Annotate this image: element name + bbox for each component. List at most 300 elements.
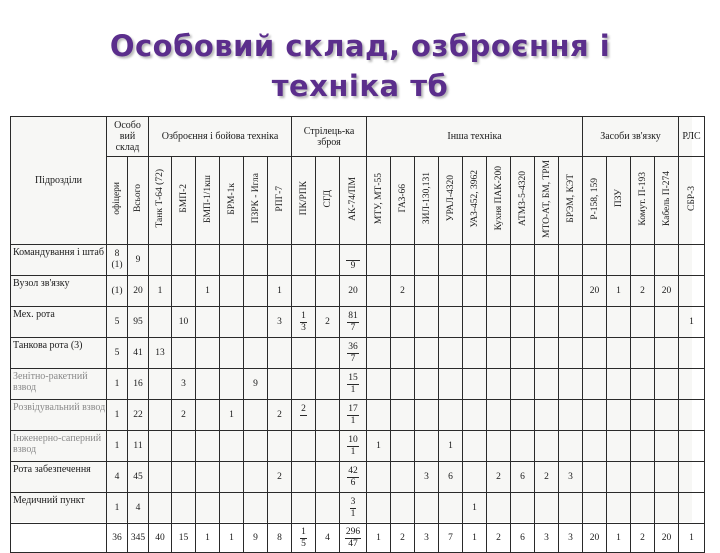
total-cell: 6 — [511, 524, 535, 553]
table-cell — [655, 338, 679, 369]
column-header — [367, 157, 391, 245]
table-cell — [292, 400, 316, 431]
column-header-label: АТМЗ-5-4320 — [517, 171, 528, 226]
table-cell: 3 — [559, 462, 583, 493]
table-cell — [172, 431, 196, 462]
table-cell — [292, 338, 316, 369]
table-cell — [340, 245, 367, 276]
total-cell: 40 — [149, 524, 172, 553]
table-cell — [655, 431, 679, 462]
fraction-denominator: 47 — [348, 538, 358, 549]
header-small-arms: Стрілець-ка зброя — [292, 117, 367, 157]
table-cell — [172, 276, 196, 307]
total-cell: 3 — [415, 524, 439, 553]
table-cell — [679, 245, 705, 276]
table-cell: 1 — [367, 431, 391, 462]
table-cell: 2 — [172, 400, 196, 431]
table-cell — [607, 400, 631, 431]
table-cell — [316, 338, 340, 369]
table-row — [11, 462, 705, 493]
table-cell — [415, 493, 439, 524]
column-header — [268, 157, 292, 245]
table-cell: 1 — [439, 431, 463, 462]
table-cell — [172, 493, 196, 524]
column-header-label: Танк Т-64 (72) — [155, 169, 165, 228]
table-cell — [415, 307, 439, 338]
table-cell — [439, 307, 463, 338]
table-cell: 1 — [268, 276, 292, 307]
table-cell: 1 — [107, 369, 128, 400]
table-row — [11, 431, 705, 462]
table-cell — [196, 493, 220, 524]
table-cell — [149, 369, 172, 400]
fraction-numerator: 1 — [301, 526, 306, 537]
table-cell — [487, 245, 511, 276]
table-cell — [463, 276, 487, 307]
total-cell: 3 — [559, 524, 583, 553]
table-cell — [439, 400, 463, 431]
table-cell — [172, 245, 196, 276]
table-cell — [367, 307, 391, 338]
table-cell — [631, 431, 655, 462]
table-cell — [220, 307, 244, 338]
table-row — [11, 493, 705, 524]
table-cell — [487, 338, 511, 369]
table-cell — [244, 338, 268, 369]
table-cell: 1 — [463, 493, 487, 524]
table-cell: 6 — [439, 462, 463, 493]
table-cell — [679, 276, 705, 307]
table-cell — [316, 431, 340, 462]
column-header-label: БРМ-1к — [226, 182, 237, 215]
table-cell — [439, 276, 463, 307]
column-header — [607, 157, 631, 245]
column-header-label: АК-74/ПМ — [348, 176, 358, 221]
table-cell — [244, 431, 268, 462]
table-cell — [149, 307, 172, 338]
column-header-label: ПЗРК - Игла — [250, 173, 261, 224]
table-cell: 1 — [196, 276, 220, 307]
table-container — [10, 116, 701, 549]
table-cell — [391, 431, 415, 462]
table-cell — [559, 245, 583, 276]
table-cell — [268, 431, 292, 462]
total-cell: 8 — [268, 524, 292, 553]
table-cell — [439, 338, 463, 369]
table-cell — [244, 245, 268, 276]
table-cell: 20 — [583, 276, 607, 307]
table-cell: 2 — [316, 307, 340, 338]
table-cell: 2 — [268, 400, 292, 431]
table-cell — [631, 307, 655, 338]
table-cell — [220, 338, 244, 369]
fraction-denominator: 7 — [350, 353, 356, 364]
table-cell: 9 — [244, 369, 268, 400]
table-cell — [244, 462, 268, 493]
fraction-numerator: 36 — [348, 341, 358, 352]
table-row — [11, 338, 705, 369]
table-cell — [487, 431, 511, 462]
fraction-numerator: 10 — [348, 434, 358, 445]
stacked-value — [346, 249, 360, 272]
unit-name: Рота забезпечення — [11, 462, 107, 493]
column-header-label: БМП-1/1кш — [202, 174, 213, 223]
slide-title — [0, 26, 720, 106]
table-cell — [316, 276, 340, 307]
table-cell: 2 — [487, 462, 511, 493]
column-header — [559, 157, 583, 245]
table-cell — [511, 369, 535, 400]
table-cell — [220, 276, 244, 307]
table-cell — [391, 493, 415, 524]
table-cell — [631, 493, 655, 524]
total-cell: 7 — [439, 524, 463, 553]
unit-name: Інженерно-саперний взвод — [11, 431, 107, 462]
table-cell — [340, 462, 367, 493]
fraction-numerator: 3 — [350, 496, 356, 507]
table-cell: 1 — [149, 276, 172, 307]
fraction-denominator: 1 — [350, 384, 356, 395]
fraction-denominator: 7 — [350, 322, 356, 333]
table-cell: 3 — [172, 369, 196, 400]
table-cell — [244, 493, 268, 524]
column-header-label: офіцери — [112, 182, 122, 215]
column-header-label: БМП-2 — [178, 184, 189, 213]
table-cell — [268, 338, 292, 369]
table-cell: 1 — [107, 400, 128, 431]
column-header-label: МТУ, МТ-55 — [373, 172, 384, 225]
table-cell — [292, 245, 316, 276]
column-header-label: ПЗУ — [613, 189, 624, 208]
table-cell — [535, 400, 559, 431]
table-cell — [487, 400, 511, 431]
table-cell — [220, 369, 244, 400]
table-cell: 1 — [679, 307, 705, 338]
table-cell — [367, 462, 391, 493]
table-cell — [607, 462, 631, 493]
table-cell — [511, 276, 535, 307]
table-cell — [631, 400, 655, 431]
table-cell — [583, 493, 607, 524]
table-cell: 45 — [128, 462, 149, 493]
cell-value: 8 — [114, 249, 120, 259]
table-cell: 10 — [172, 307, 196, 338]
fraction-value — [347, 373, 359, 396]
column-header — [244, 157, 268, 245]
table-cell — [391, 369, 415, 400]
column-header — [631, 157, 655, 245]
total-cell: 3 — [535, 524, 559, 553]
table-cell — [511, 431, 535, 462]
header-units: Підрозділи — [11, 117, 107, 245]
fraction-value — [347, 466, 359, 489]
column-header-label: УАЗ-452, 3962 — [469, 169, 480, 228]
organization-table — [10, 116, 705, 553]
stacked-value — [111, 249, 122, 271]
table-cell — [559, 338, 583, 369]
table-cell — [391, 307, 415, 338]
total-cell: 4 — [316, 524, 340, 553]
column-header-label: МТО-АТ, БМ, ТРМ — [541, 159, 552, 238]
table-cell — [583, 369, 607, 400]
total-cell: 9 — [244, 524, 268, 553]
table-cell — [367, 369, 391, 400]
table-cell — [196, 338, 220, 369]
header-other-equipment: Інша техніка — [367, 117, 583, 157]
table-cell — [583, 307, 607, 338]
table-cell — [655, 369, 679, 400]
total-cell: 15 — [172, 524, 196, 553]
table-cell — [583, 462, 607, 493]
cell-subvalue: (1) — [111, 260, 123, 270]
fraction-value — [300, 311, 307, 334]
total-cell: 20 — [583, 524, 607, 553]
table-cell — [367, 493, 391, 524]
table-cell — [292, 431, 316, 462]
column-header — [415, 157, 439, 245]
table-cell: 1 — [607, 276, 631, 307]
fraction-denominator: 5 — [301, 538, 306, 549]
table-cell — [149, 462, 172, 493]
table-cell — [244, 276, 268, 307]
total-cell: 1 — [607, 524, 631, 553]
column-header-label: СГД — [322, 189, 333, 208]
fraction-value — [347, 311, 359, 334]
table-cell — [631, 245, 655, 276]
fraction-numerator: 15 — [348, 372, 358, 383]
fraction-denominator: 1 — [350, 508, 356, 519]
total-cell: 2 — [631, 524, 655, 553]
totals-row — [11, 524, 705, 553]
column-header-label: БРЭМ, КЭТ — [565, 174, 576, 223]
table-cell: 1 — [107, 431, 128, 462]
column-header — [439, 157, 463, 245]
table-cell — [511, 338, 535, 369]
table-cell — [292, 276, 316, 307]
table-cell — [463, 245, 487, 276]
table-cell — [415, 431, 439, 462]
table-cell — [487, 307, 511, 338]
table-cell — [391, 462, 415, 493]
column-header-label: Кухня ПАК-200 — [493, 166, 504, 231]
unit-name: Розвідувальний взвод — [11, 400, 107, 431]
table-cell — [511, 400, 535, 431]
table-cell — [631, 369, 655, 400]
fraction-denominator — [300, 416, 307, 427]
table-cell — [220, 462, 244, 493]
table-cell: 20 — [655, 276, 679, 307]
table-cell — [292, 493, 316, 524]
total-cell: 345 — [128, 524, 149, 553]
column-header — [340, 157, 367, 245]
table-cell — [415, 400, 439, 431]
column-header — [128, 157, 149, 245]
table-cell — [196, 307, 220, 338]
fraction-value — [345, 527, 361, 550]
table-cell — [631, 462, 655, 493]
table-cell — [107, 245, 128, 276]
column-header — [196, 157, 220, 245]
column-header-label: РПГ-7 — [274, 185, 285, 212]
table-cell — [415, 245, 439, 276]
table-cell — [631, 338, 655, 369]
total-cell: 36 — [107, 524, 128, 553]
table-cell: 4 — [107, 462, 128, 493]
title-line-2: техніка тб — [271, 69, 449, 103]
table-cell: 2 — [631, 276, 655, 307]
total-cell: 1 — [367, 524, 391, 553]
table-cell: 20 — [128, 276, 149, 307]
table-cell — [655, 245, 679, 276]
table-cell — [463, 431, 487, 462]
table-cell: 2 — [391, 276, 415, 307]
table-cell — [655, 307, 679, 338]
table-cell — [535, 276, 559, 307]
table-cell — [655, 400, 679, 431]
table-cell: 4 — [128, 493, 149, 524]
table-cell — [316, 400, 340, 431]
table-cell: 3 — [268, 307, 292, 338]
column-header — [107, 157, 128, 245]
table-cell — [679, 369, 705, 400]
table-cell — [559, 369, 583, 400]
table-cell — [607, 493, 631, 524]
table-cell — [487, 276, 511, 307]
table-cell — [559, 307, 583, 338]
table-cell: 13 — [149, 338, 172, 369]
column-header-label: Всього — [133, 184, 143, 213]
table-cell: 2 — [268, 462, 292, 493]
column-header — [463, 157, 487, 245]
column-header — [391, 157, 415, 245]
table-cell — [463, 369, 487, 400]
unit-name: Танкова рота (3) — [11, 338, 107, 369]
fraction-denominator: 1 — [350, 446, 356, 457]
fraction-numerator: 2 — [301, 403, 306, 414]
table-cell — [244, 400, 268, 431]
table-cell — [583, 245, 607, 276]
table-cell — [367, 276, 391, 307]
table-cell — [511, 493, 535, 524]
total-cell — [340, 524, 367, 553]
fraction-value — [347, 435, 359, 458]
table-cell: 95 — [128, 307, 149, 338]
column-header-label: ПК/РПК — [298, 181, 309, 216]
table-row — [11, 369, 705, 400]
table-cell — [149, 245, 172, 276]
table-cell — [583, 338, 607, 369]
table-cell — [535, 338, 559, 369]
table-cell — [367, 338, 391, 369]
total-cell: 1 — [220, 524, 244, 553]
table-cell — [292, 462, 316, 493]
table-cell: 3 — [415, 462, 439, 493]
total-cell: 1 — [679, 524, 705, 553]
column-header — [511, 157, 535, 245]
unit-name: Вузол зв'язку — [11, 276, 107, 307]
table-cell — [220, 245, 244, 276]
column-header — [583, 157, 607, 245]
table-cell — [268, 245, 292, 276]
table-cell — [679, 462, 705, 493]
table-cell — [559, 431, 583, 462]
column-header-label: ГАЗ-66 — [397, 184, 408, 213]
table-cell — [268, 493, 292, 524]
unit-name: Мех. рота — [11, 307, 107, 338]
table-cell — [415, 338, 439, 369]
table-cell — [535, 307, 559, 338]
table-cell — [511, 245, 535, 276]
table-cell: 11 — [128, 431, 149, 462]
table-cell — [196, 369, 220, 400]
table-cell — [487, 493, 511, 524]
table-cell — [340, 307, 367, 338]
total-cell: 20 — [655, 524, 679, 553]
table-cell: 2 — [535, 462, 559, 493]
table-cell — [559, 493, 583, 524]
unit-name: Зенітно-ракетний взвод — [11, 369, 107, 400]
table-cell: 5 — [107, 338, 128, 369]
table-cell — [463, 400, 487, 431]
column-header — [679, 157, 705, 245]
column-header-label: Комут. П-193 — [637, 171, 648, 226]
table-cell — [679, 338, 705, 369]
table-cell: 6 — [511, 462, 535, 493]
table-cell — [196, 431, 220, 462]
fraction-denominator: 6 — [350, 477, 356, 488]
column-header-label: Кабель П-274 — [661, 170, 672, 227]
fraction-numerator: 296 — [345, 526, 361, 537]
table-cell — [391, 245, 415, 276]
column-header — [220, 157, 244, 245]
table-cell — [196, 245, 220, 276]
table-cell — [583, 400, 607, 431]
table-cell — [244, 307, 268, 338]
table-cell: 5 — [107, 307, 128, 338]
table-cell — [463, 462, 487, 493]
table-row — [11, 245, 705, 276]
column-header-label: УРАЛ-4320 — [445, 175, 456, 222]
column-header — [149, 157, 172, 245]
table-cell: (1) — [107, 276, 128, 307]
table-cell — [367, 245, 391, 276]
column-header — [292, 157, 316, 245]
table-cell — [535, 431, 559, 462]
table-cell — [679, 400, 705, 431]
table-cell — [149, 431, 172, 462]
table-cell — [679, 493, 705, 524]
table-cell — [340, 400, 367, 431]
table-cell — [340, 493, 367, 524]
table-cell — [607, 338, 631, 369]
table-cell — [439, 245, 463, 276]
table-cell — [439, 369, 463, 400]
fraction-value — [347, 404, 359, 427]
fraction-denominator: 1 — [350, 415, 356, 426]
fraction-denominator: 3 — [301, 322, 306, 333]
table-cell — [172, 462, 196, 493]
total-cell: 1 — [196, 524, 220, 553]
fraction-value — [300, 527, 307, 550]
unit-name: Медичний пункт — [11, 493, 107, 524]
table-cell — [340, 338, 367, 369]
fraction-value — [350, 497, 357, 520]
header-rls: РЛС — [679, 117, 705, 157]
total-cell — [292, 524, 316, 553]
table-cell — [487, 369, 511, 400]
table-cell — [415, 369, 439, 400]
table-row — [11, 276, 705, 307]
